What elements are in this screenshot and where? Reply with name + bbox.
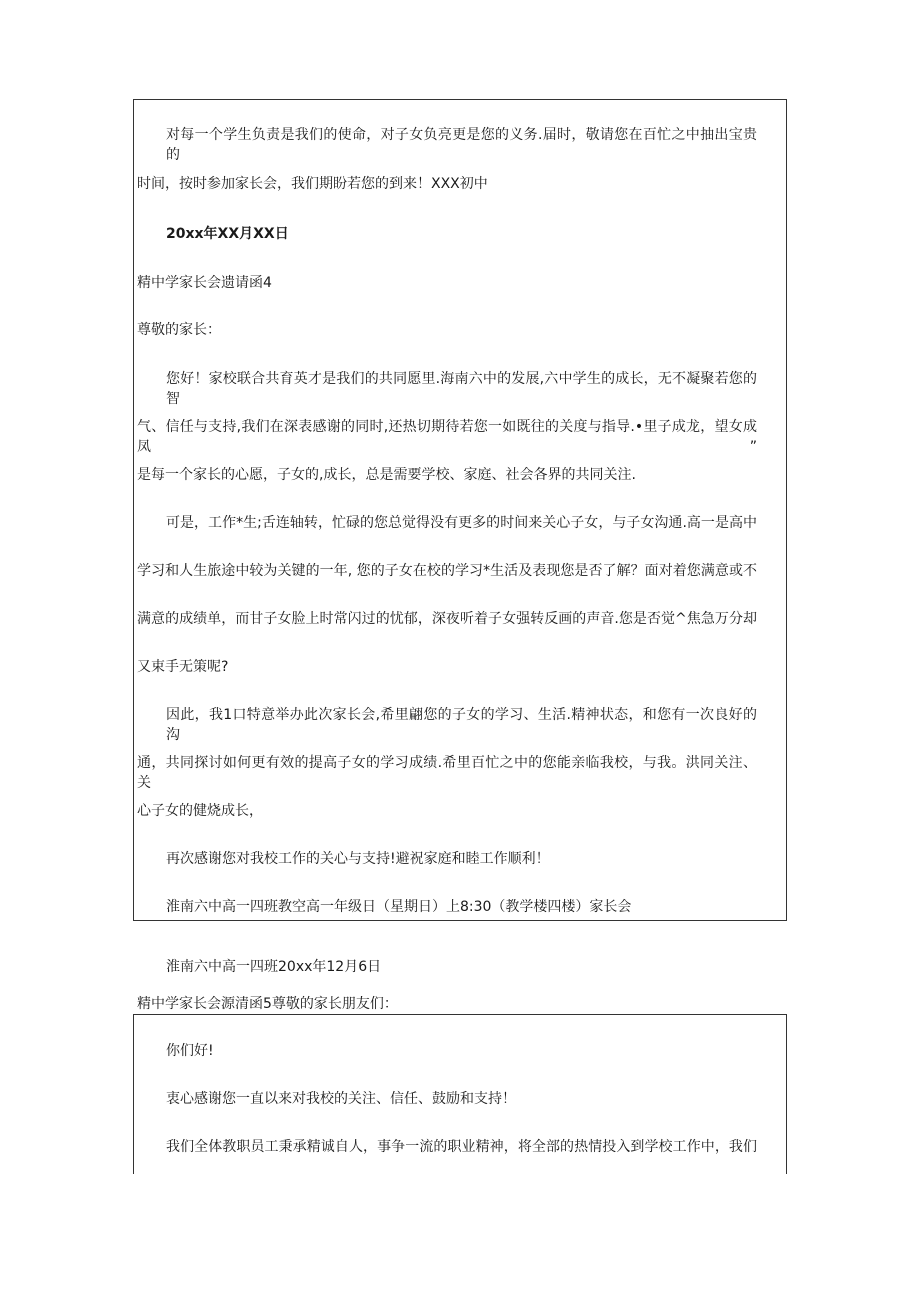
letter-title: 精中学家长会遗请函4: [137, 275, 272, 291]
paragraph-line: 因此，我1口特意举办此次家长会,希里翩您的子女的学习、生活.精神状态，和您有一次良好的沟: [166, 707, 757, 743]
greeting: 你们好!: [166, 1043, 214, 1059]
paragraph-line: 可是，工作*生;舌连轴转，忙碌的您总觉得没有更多的时间来关心子女，与子女沟通.高一是高中: [166, 515, 757, 531]
paragraph-line: 我们全体教职员工秉承精诚自人，事争一流的职业精神，将全部的热情投入到学校工作中，我们: [166, 1139, 757, 1155]
letter-title: 精中学家长会源清函5尊敬的家长朋友们：: [137, 996, 398, 1012]
paragraph-line: 心子女的健烧成长，: [137, 803, 263, 819]
paragraph-line: 通，共同探讨如何更有效的提高子女的学习成绩.希里百忙之中的您能亲临我校，与我。洪同关注、关: [137, 755, 757, 791]
paragraph-line: 时间，按时参加家长会，我们期盼若您的到来！XXX初中: [137, 176, 488, 192]
paragraph-line: 您好！家校联合共育英才是我们的共同愿里.海南六中的发展,六中学生的成长，无不凝聚若您的智: [166, 371, 757, 407]
paragraph-line: 学习和人生旅途中较为关键的一年, 您的子女在校的学习*生活及表现您是否了解？面对着您满意或不: [137, 563, 757, 579]
paragraph-line: 满意的成绩单，而甘子女脸上时常闪过的忧郁，深夜听着子女强转反画的声音.您是否觉^焦急万分却: [137, 611, 757, 627]
signoff-line: 淮南六中高一四班20xx年12月6日: [166, 959, 382, 975]
paragraph-line: 气、信任与支持,我们在深表感谢的同时,还热切期待若您一如既往的关度与指导.•里子成龙，望女成凤”: [137, 419, 757, 455]
paragraph-line: 再次感谢您对我校工作的关心与支持!避祝家庭和睦工作顺利！: [166, 851, 550, 867]
salutation: 尊敬的家长：: [137, 322, 221, 338]
paragraph-line: 又束手无策呢?: [137, 659, 229, 675]
paragraph-line: 对每一个学生负责是我们的使命，对子女负亮更是您的义务.届时，敬请您在百忙之中抽出宝贵的: [166, 127, 757, 163]
paragraph-line: 是每一个家长的心愿，子女的,成长，总是需要学校、家庭、社会各界的共同关注.: [137, 467, 636, 483]
paragraph-line: 衷心感谢您一直以来对我校的关注、信任、鼓励和支持！: [166, 1091, 516, 1107]
date-line: 20xx年XX月XX日: [166, 226, 289, 242]
meeting-info: 淮南六中高一四班教空高一年级日（星期日）上8:30（教学楼四楼）家长会: [166, 899, 632, 915]
table-cell-frame: [133, 99, 787, 921]
